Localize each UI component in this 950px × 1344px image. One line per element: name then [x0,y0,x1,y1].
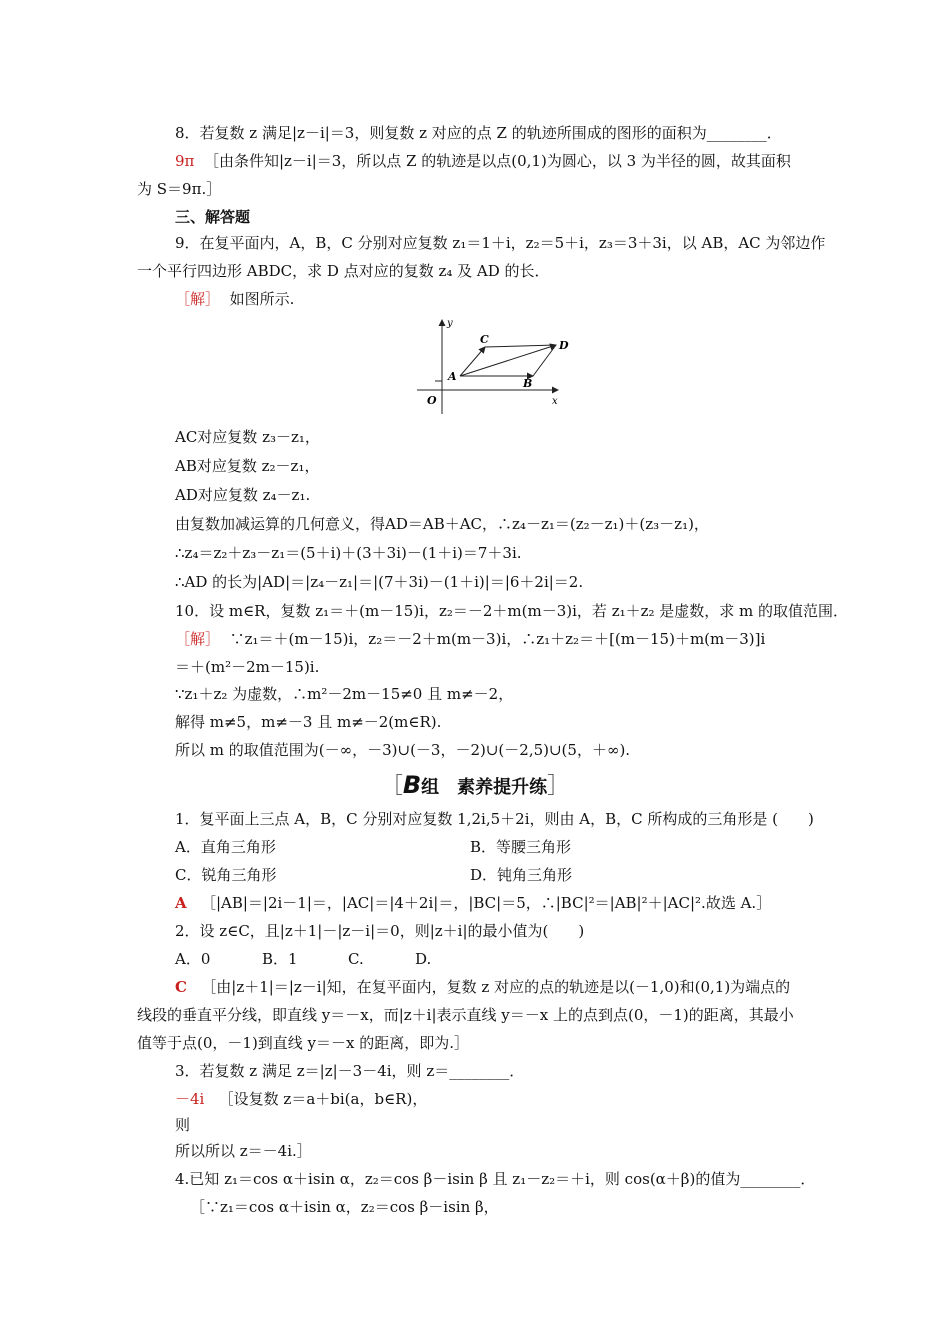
q9-step-5: ∴z₄＝z₂＋z₃－z₁＝(5＋i)＋(3＋3i)－(1＋i)＝7＋3i. [175,544,522,562]
b2-option-c: C. [348,950,364,968]
b-question-2: 2．设 z∈C，且|z＋1|－|z－i|＝0，则|z＋i|的最小值为( ) [175,922,585,940]
b-question-4: 4.已知 z₁＝cos α＋isin α，z₂＝cos β－isin β 且 z₁－z₂＝＋i，则 cos(α＋β)的值为________． [175,1170,816,1188]
y-axis-label: y [447,318,453,329]
question-8: 8．若复数 z 满足|z－i|＝3，则复数 z 对应的点 Z 的轨迹所围成的图形的面积为________． [175,124,782,142]
q9-step-1: AC对应复数 z₃－z₁， [175,428,320,446]
q10-step-2: ＝＋(m²－2m－15)i. [175,658,320,676]
b2-answer-line [175,976,790,998]
q9-figure-intro: 如图所示. [229,290,295,308]
segment-cd [485,345,556,347]
b1-option-d: D．钝角三角形 [470,866,573,884]
b1-answer-line [175,892,771,914]
question-9-line-2: 一个平行四边形 ABDC，求 D 点对应的复数 z₄ 及 AD 的长． [137,262,550,280]
b-question-3: 3．若复数 z 满足 z＝|z|－3－4i，则 z＝________． [175,1062,525,1080]
point-a-label: A [448,370,457,383]
question-10: 10．设 m∈R，复数 z₁＝＋(m－15)i，z₂＝－2＋m(m－3)i，若 z₁＋z₂ 是虚数，求 m 的取值范围． [175,602,849,620]
b2-explanation-3: 值等于点(0，－1)到直线 y＝－x 的距离，即为.］ [137,1034,470,1052]
q10-step-5: 所以 m 的取值范围为(－∞，－3)∪(－3，－2)∪(－2,5)∪(5，＋∞). [175,741,631,759]
origin-label: O [427,394,437,407]
section-bracket-right: ］ [547,774,570,799]
q10-step-1: ∵z₁＝＋(m－15)i，z₂＝－2＋m(m－3)i，∴z₁＋z₂＝＋[(m－15)＋m(m－3)]i [229,630,766,648]
b1-explanation: ［|AB|＝|2i－1|＝，|AC|＝|4＋2i|＝，|BC|＝5，∴|BC|²＝|AB|²＋|AC|².故选 A.］ [200,894,772,912]
question-9-line-1: 9．在复平面内，A，B，C 分别对应复数 z₁＝1＋i，z₂＝5＋i，z₃＝3＋3i，以 AB，AC 为邻边作 [175,234,826,252]
q8-answer-line [175,150,791,172]
part-3-heading: 三、解答题 [175,208,251,226]
b-question-1: 1．复平面上三点 A，B，C 分别对应复数 1,2i,5＋2i，则由 A，B，C 所构成的三角形是 ( ) [175,810,814,828]
b2-explanation-1: ［由|z＋1|＝|z－i|知，在复平面内，复数 z 对应的点的轨迹是以(－1,0)和(0,1)为端点的 [201,978,791,996]
b2-option-b: B．1 [262,950,298,968]
section-letter: B [402,771,422,799]
b3-explanation: ［设复数 z＝a＋bi(a，b∈R)， [218,1090,428,1108]
b2-option-a: A．0 [175,950,211,968]
b3-conclusion: 所以所以 z＝－4i.］ [175,1142,312,1160]
solution-tag: ［解］ [175,290,221,308]
x-axis-label: x [552,396,558,407]
section-b-heading [0,770,950,803]
q10-step-3: ∵z₁＋z₂ 为虚数，∴m²－2m－15≠0 且 m≠－2， [175,685,514,703]
q9-step-4: 由复数加减运算的几何意义，得AD＝AB＋AC，∴z₄－z₁＝(z₂－z₁)＋(z₃－z₁)， [175,515,709,533]
b2-answer: C [175,978,187,996]
b1-option-c: C．锐角三角形 [175,866,277,884]
point-c-label: C [480,333,489,346]
point-b-label: B [523,377,533,390]
b4-explanation: ［∵z₁＝cos α＋isin α，z₂＝cos β－isin β， [190,1198,499,1216]
q10-step-4: 解得 m≠5，m≠－3 且 m≠－2(m∈R). [175,713,442,731]
b1-answer: A [175,894,187,912]
b3-then: 则 [175,1116,191,1134]
b2-option-d: D. [415,950,432,968]
b3-answer-line [175,1088,427,1110]
b2-explanation-2: 线段的垂直平分线，即直线 y＝－x，而|z＋i|表示直线 y＝－x 上的点到点(0，－1)的距离，其最小 [137,1006,794,1024]
b1-option-a: A．直角三角形 [175,838,276,856]
parallelogram-figure [415,314,575,416]
section-title: 组 素养提升练 [421,777,548,798]
q9-step-3: AD对应复数 z₄－z₁. [175,486,311,504]
q10-step-1-line [175,628,765,650]
q9-step-2: AB对应复数 z₂－z₁， [175,457,320,475]
solution-tag: ［解］ [175,630,221,648]
point-d-label: D [559,339,569,352]
b1-option-b: B．等腰三角形 [470,838,572,856]
segment-bd [533,345,556,376]
b3-answer: －4i [175,1090,205,1108]
q9-solution-intro [175,288,294,310]
q8-answer: 9π [175,152,195,170]
q8-explanation-2: 为 S＝9π.］ [137,180,222,198]
section-bracket-left: ［ [380,774,403,799]
q8-explanation-1: ［由条件知|z－i|＝3，所以点 Z 的轨迹是以点(0,1)为圆心，以 3 为半径的圆，故其面积 [203,152,791,170]
q9-step-6: ∴AD 的长为|AD|＝|z₄－z₁|＝|(7＋3i)－(1＋i)|＝|6＋2i|＝2. [175,573,584,591]
vector-ad [460,345,556,376]
